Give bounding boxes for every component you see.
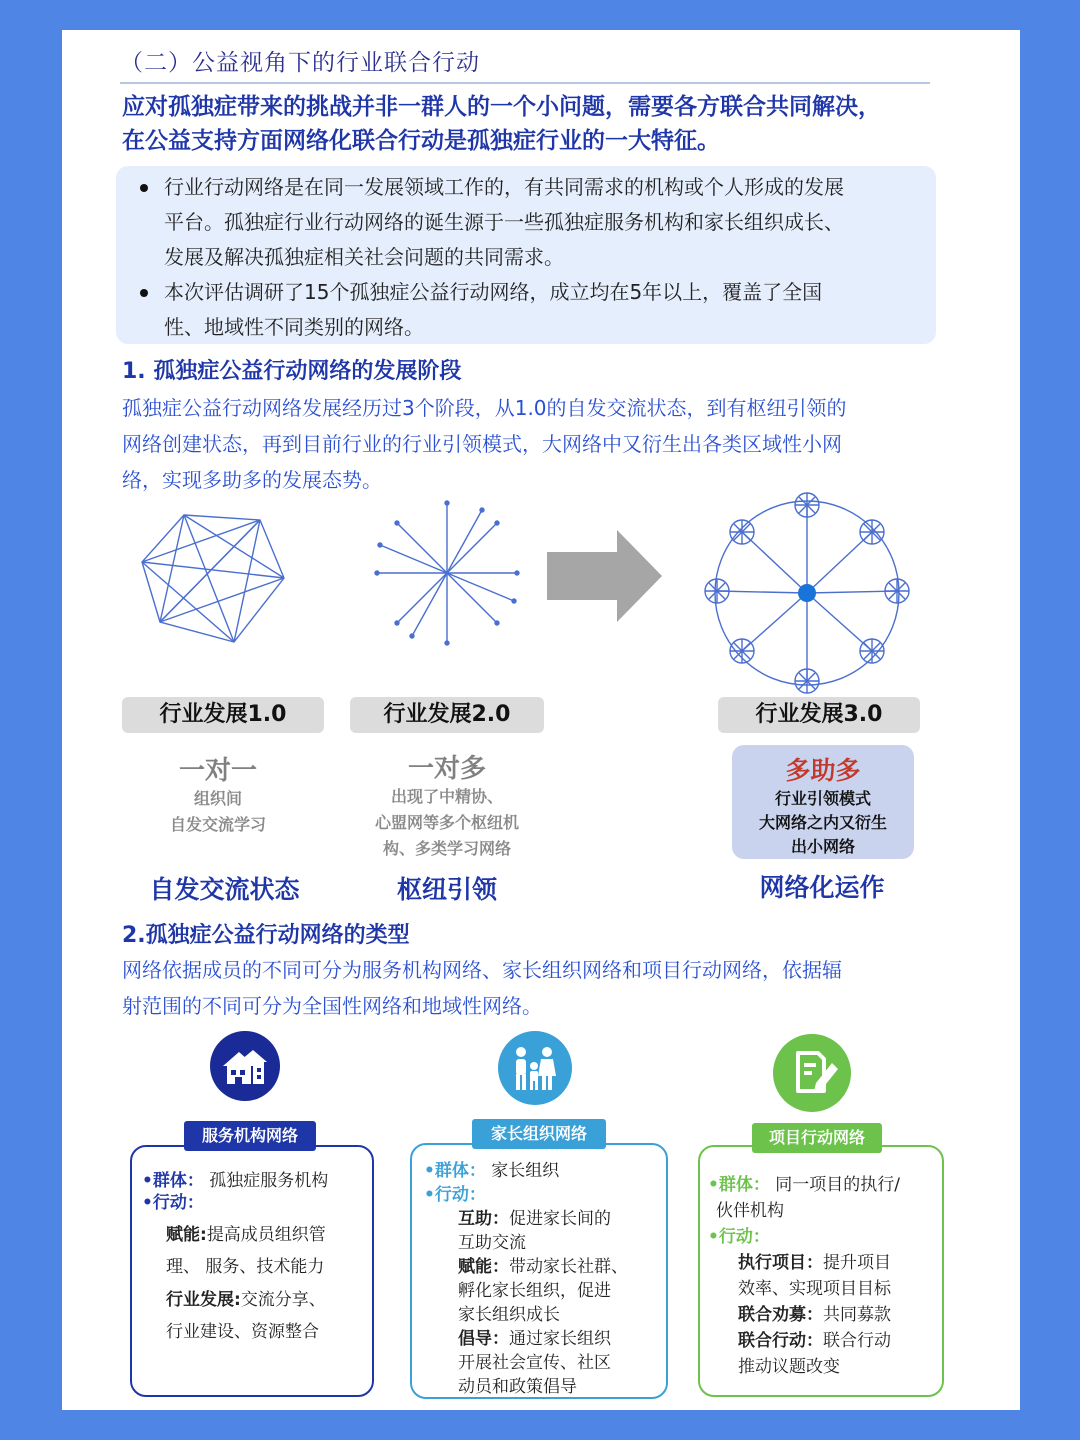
joint-value: 联合行动: [823, 1331, 891, 1351]
group-value: 伙伴机构: [716, 1201, 784, 1221]
para-line: 网络创建状态，再到目前行业的行业引领模式，大网络中又衍生出各类区域性小网: [122, 432, 842, 456]
action-label: •行动：: [708, 1227, 770, 1247]
fund-label: 联合劝募：: [738, 1305, 823, 1325]
desc-line: 行业引领模式: [774, 789, 871, 808]
mode-desc-1: [132, 786, 304, 838]
empower-value: 家长组织成长: [458, 1305, 560, 1325]
bullet-item: [164, 170, 934, 275]
lead-line: 在公益支持方面网络化联合行动是孤独症行业的一大特征。: [122, 128, 720, 154]
service-network-tag: 服务机构网络: [184, 1121, 316, 1151]
fund-value: 共同募款: [823, 1305, 891, 1325]
fund-row: [738, 1303, 891, 1327]
lead-line: 应对孤独症带来的挑战并非一群人的一个小问题，需要各方联合共同解决，: [122, 94, 881, 120]
stage-label-3: 行业发展3.0: [718, 697, 920, 733]
stage-label-1: 行业发展1.0: [122, 697, 324, 733]
desc-line: 出现了中精协、: [390, 787, 503, 806]
state-label-1: 自发交流状态: [149, 875, 300, 904]
edit-document-icon: [772, 1033, 852, 1113]
empower-row: [458, 1255, 628, 1279]
joint-label: 联合行动：: [738, 1331, 823, 1351]
section-heading-types: 2.孤独症公益行动网络的类型: [122, 923, 410, 948]
para-line: 络，实现多助多的发展态势。: [122, 468, 382, 492]
action-label: •行动：: [142, 1193, 204, 1213]
mode-title-3: 多助多: [785, 756, 861, 785]
stages-paragraph: [122, 390, 942, 498]
group-label: •群体：: [142, 1171, 204, 1191]
parent-network-card: [410, 1143, 668, 1399]
bullet-line: 性、地域性不同类别的网络。: [164, 315, 424, 339]
mode-title-1: 一对一: [178, 756, 257, 786]
mode-desc-3: [732, 787, 914, 859]
mode-desc-2: [352, 784, 542, 862]
dev-label: 行业发展:: [166, 1290, 241, 1310]
group-row: [424, 1159, 559, 1183]
project-network-card: [698, 1145, 944, 1397]
dev-value: 交流分享、: [240, 1290, 326, 1310]
exec-value: 效率、实现项目目标: [738, 1279, 891, 1299]
empower-label: 赋能:: [166, 1225, 207, 1245]
desc-line: 组织间: [193, 789, 242, 808]
house-icon: [209, 1030, 281, 1102]
stage-label-2: 行业发展2.0: [350, 697, 544, 733]
group-value: 同一项目的执行/: [775, 1175, 901, 1195]
empower-row: [166, 1223, 326, 1247]
title-divider: [120, 82, 930, 84]
para-line: 孤独症公益行动网络发展经历过3个阶段，从1.0的自发交流状态，到有枢纽引领的: [122, 396, 847, 420]
mutual-value: 互助交流: [458, 1233, 526, 1253]
joint-value: 推动议题改变: [738, 1357, 840, 1377]
mesh-network-diagram: [132, 500, 292, 650]
empower-value: 提高成员组织管: [206, 1225, 326, 1245]
section-heading-stages: 1. 孤独症公益行动网络的发展阶段: [122, 359, 462, 384]
types-paragraph: [122, 952, 942, 1024]
mode-title-2: 一对多: [407, 754, 486, 784]
joint-row: [738, 1329, 891, 1353]
advocacy-value: 动员和政策倡导: [458, 1377, 577, 1397]
exec-value: 提升项目: [823, 1253, 891, 1273]
dev-value: 行业建设、资源整合: [166, 1322, 319, 1342]
desc-line: 自发交流学习: [169, 815, 266, 834]
desc-line: 出小网络: [790, 837, 855, 856]
bullet-line: 平台。孤独症行业行动网络的诞生源于一些孤独症服务机构和家长组织成长、: [164, 210, 844, 234]
action-row: [708, 1225, 770, 1249]
mutual-label: 互助：: [458, 1209, 509, 1229]
bullet-line: 本次评估调研了15个孤独症公益行动网络，成立均在5年以上，覆盖了全国: [164, 280, 823, 304]
section-title: （二）公益视角下的行业联合行动: [120, 50, 480, 76]
service-network-card: [130, 1145, 374, 1397]
lead-text: [122, 90, 942, 158]
hub-network-diagram: [697, 490, 917, 695]
group-value: 家长组织: [491, 1161, 560, 1181]
group-label: •群体：: [708, 1175, 770, 1195]
project-network-tag: 项目行动网络: [752, 1123, 882, 1153]
group-label: •群体：: [424, 1161, 486, 1181]
advocacy-label: 倡导：: [458, 1329, 509, 1349]
bullet-line: 发展及解决孤独症相关社会问题的共同需求。: [164, 245, 564, 269]
state-label-3: 网络化运作: [759, 873, 885, 902]
exec-row: [738, 1251, 891, 1275]
arrow-right-icon: [547, 530, 665, 622]
family-icon: [497, 1030, 573, 1106]
advocacy-row: [458, 1327, 611, 1351]
group-row: [142, 1169, 328, 1193]
para-line: 射范围的不同可分为全国性网络和地域性网络。: [122, 994, 542, 1018]
bullet-line: 行业行动网络是在同一发展领域工作的，有共同需求的机构或个人形成的发展: [164, 175, 844, 199]
advocacy-value: 通过家长组织: [509, 1329, 611, 1349]
desc-line: 大网络之内又衍生: [758, 813, 887, 832]
action-row: [142, 1191, 204, 1215]
parent-network-tag: 家长组织网络: [472, 1119, 606, 1149]
action-label: •行动：: [424, 1185, 486, 1205]
mutual-value: 促进家长间的: [509, 1209, 611, 1229]
empower-label: 赋能：: [458, 1257, 509, 1277]
bullet-box: [116, 166, 936, 344]
group-row: [708, 1173, 900, 1197]
action-row: [424, 1183, 486, 1207]
empower-value: 带动家长社群、: [509, 1257, 628, 1277]
advocacy-value: 开展社会宣传、社区: [458, 1353, 611, 1373]
highlight-box: [732, 745, 914, 859]
dev-row: [166, 1288, 326, 1312]
bullet-item: [164, 275, 934, 345]
para-line: 网络依据成员的不同可分为服务机构网络、家长组织网络和项目行动网络，依据辐: [122, 958, 842, 982]
empower-value: 理、 服务、技术能力: [166, 1257, 325, 1277]
empower-value: 孵化家长组织，促进: [458, 1281, 611, 1301]
exec-label: 执行项目：: [738, 1253, 823, 1273]
mutual-row: [458, 1207, 611, 1231]
page: [62, 30, 1020, 1410]
star-network-diagram: [362, 495, 532, 655]
state-label-2: 枢纽引领: [396, 875, 497, 904]
group-value: 孤独症服务机构: [209, 1171, 329, 1191]
desc-line: 心盟网等多个枢纽机: [374, 813, 519, 832]
desc-line: 构、多类学习网络: [382, 839, 511, 858]
